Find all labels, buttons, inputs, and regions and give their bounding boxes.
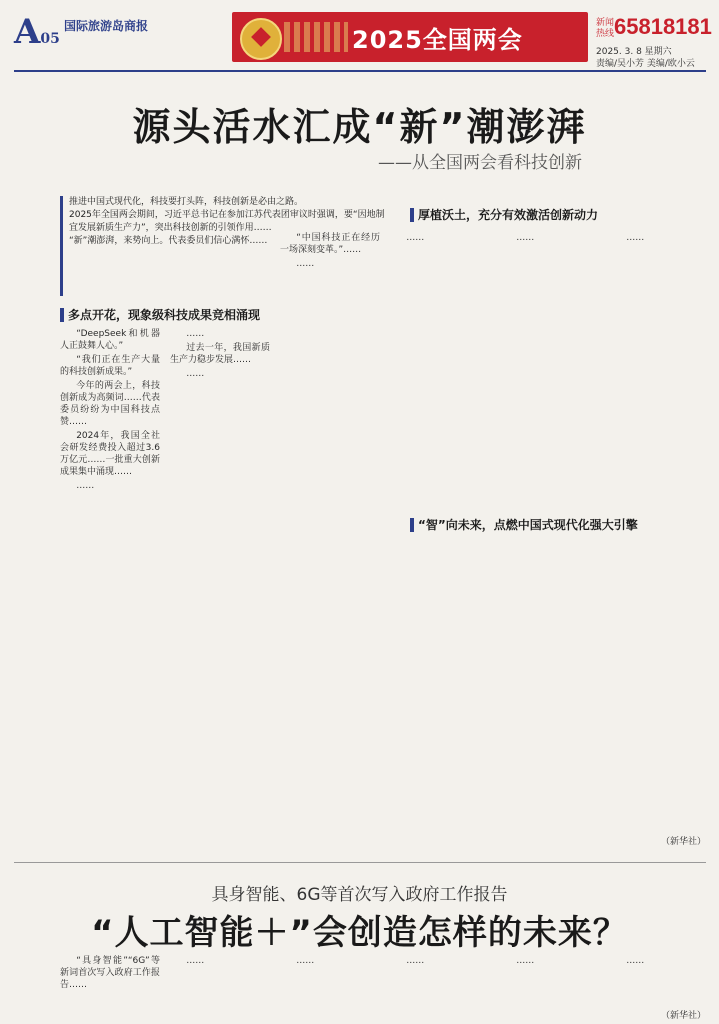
article-column: “具身智能”“6G”等新词首次写入政府工作报告……: [60, 956, 160, 990]
banner-title: 2025全国两会: [352, 26, 523, 54]
section-heading: [410, 516, 638, 533]
article-column: “中国科技正在经历一场深刻变革。”…… ……: [280, 233, 380, 269]
article-column: ……: [626, 233, 645, 243]
article-column: ……: [406, 233, 425, 243]
dateline: 2025. 3. 8 星期六: [596, 47, 672, 57]
article-column: ……: [186, 956, 205, 966]
article-column: …… 过去一年，我国新质生产力稳步发展…… ……: [170, 329, 270, 379]
section-marker-icon: [410, 518, 414, 532]
article-column: ……: [516, 233, 535, 243]
great-hall-icon: [284, 22, 348, 52]
byline: （新华社）: [660, 837, 706, 847]
section-marker-icon: [410, 208, 414, 222]
article-column: ……: [626, 956, 645, 966]
article-column: ……: [406, 956, 425, 966]
hotline-label: 新闻热线: [596, 18, 615, 39]
section-title: “智”向未来，点燃中国式现代化强大引擎: [418, 518, 638, 532]
intro-paragraph: “新”潮澎湃，来势向上。代表委员们信心满怀……: [69, 236, 268, 246]
article-column: ……: [516, 956, 535, 966]
byline: （新华社）: [660, 1011, 706, 1021]
main-headline: 源头活水汇成“新”潮澎湃: [132, 105, 587, 149]
header-rule: [14, 70, 706, 72]
section-marker-icon: [60, 308, 64, 322]
article2-headline: “人工智能＋”会创造怎样的未来？: [91, 913, 628, 953]
section-heading: [60, 306, 260, 323]
article-column: “DeepSeek和机器人正鼓舞人心。” “我们正在生产大量的科技创新成果。” 今年的两会上，科技创新成为高频词……代表委员纷纷为中国科技点赞…… 2024年，我国全社会研发经费投入超过3.6万亿元……一批重大创新成果集中涌现…… ……: [60, 329, 160, 491]
editors: 责编/吴小芳 美编/欧小云: [596, 59, 695, 69]
article2-kicker: 具身智能、6G等首次写入政府工作报告: [211, 885, 508, 905]
national-emblem-icon: [240, 18, 282, 60]
intro-paragraph: 2025年全国两会期间，习近平总书记在参加江苏代表团审议时强调，要“因地制宜发展新质生产力”，突出科技创新的引领作用……: [69, 210, 385, 233]
section-title: 厚植沃土，充分有效激活创新动力: [418, 208, 599, 222]
paper-name: 国际旅游岛商报: [64, 19, 149, 33]
section-title: 多点开花，现象级科技成果竞相涌现: [68, 308, 261, 322]
intro-paragraph: 推进中国式现代化，科技要打头阵，科技创新是必由之路。: [69, 197, 304, 207]
page-number: A05: [14, 12, 60, 52]
article-column: ……: [296, 956, 315, 966]
article-divider: [14, 862, 706, 863]
two-sessions-banner: [232, 12, 588, 62]
hotline-number: 65818181: [614, 14, 712, 39]
section-heading: [410, 206, 598, 223]
main-subtitle: ——从全国两会看科技创新: [378, 153, 582, 173]
